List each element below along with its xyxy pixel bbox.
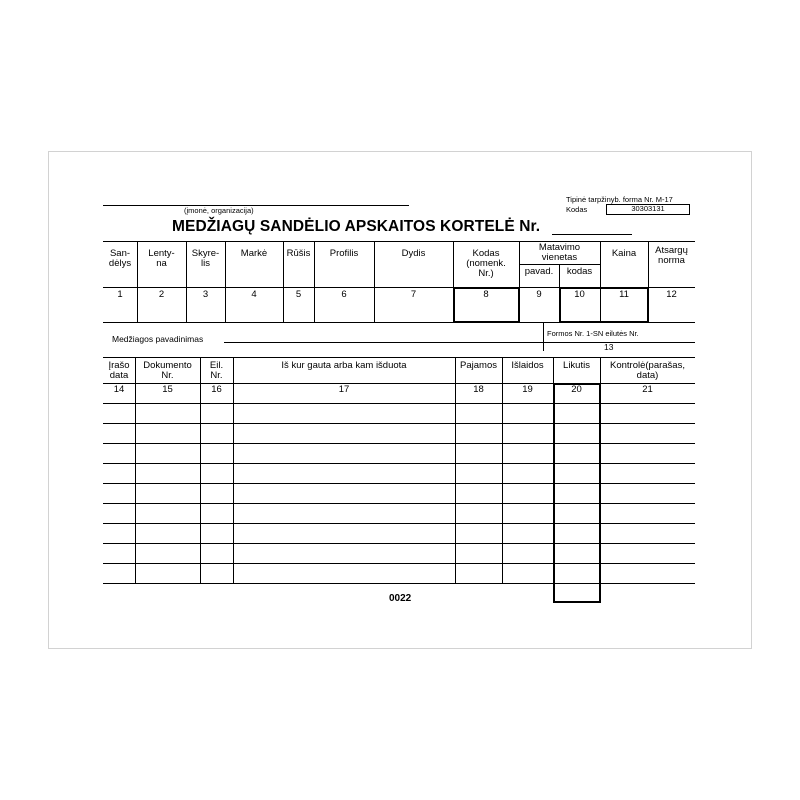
col-num: 8	[483, 289, 489, 300]
top-table-top-border	[103, 241, 695, 242]
col-num: 5	[295, 289, 302, 300]
col-header-entry-date: Įrašo data	[108, 360, 130, 381]
col-num: 14	[113, 384, 125, 395]
col-num: 20	[571, 384, 582, 395]
col-header-price: Kaina	[611, 248, 637, 259]
col-header-source: Iš kur gauta arba kam išduota	[281, 360, 407, 371]
col-header-balance: Likutis	[563, 360, 590, 371]
col-header-profile: Profilis	[329, 248, 359, 259]
table-row-line	[103, 443, 695, 444]
col-header-stock-norm: Atsargų norma	[655, 245, 688, 266]
form-type-label: Tipinė tarpžinyb. forma Nr. M-17	[566, 195, 673, 204]
col-num: 10	[574, 289, 585, 300]
bottom-table-top-border	[103, 357, 695, 358]
col-header-grade: Rūšis	[286, 248, 311, 259]
col-header-section: Skyre- lis	[191, 248, 220, 269]
table-row-line	[103, 503, 695, 504]
col-header-size: Dydis	[401, 248, 426, 259]
col-num: 1	[117, 289, 123, 300]
col-num: 18	[473, 384, 484, 395]
col-header-income: Pajamos	[460, 360, 497, 371]
serial-number: 0022	[389, 593, 412, 604]
col-header-nomenclature-code: Kodas (nomenk. Nr.)	[466, 248, 506, 279]
col-num: 11	[619, 289, 629, 300]
col-num: 2	[158, 289, 165, 300]
col-header-unit-name: pavad.	[524, 266, 554, 277]
col-num: 15	[162, 384, 173, 395]
card-number-line[interactable]	[552, 234, 632, 235]
col-num: 12	[666, 289, 677, 300]
page-title: MEDŽIAGŲ SANDĖLIO APSKAITOS KORTELĖ Nr.	[172, 218, 541, 235]
forms-divider	[543, 322, 544, 351]
bottom-table-header-divider	[103, 383, 695, 384]
table-row-line	[103, 463, 695, 464]
col-header-control: Kontrolė(parašas, data)	[610, 360, 685, 381]
col-num: 6	[341, 289, 347, 300]
col-num: 19	[522, 384, 533, 395]
col-num: 3	[202, 289, 209, 300]
organization-line[interactable]	[103, 205, 409, 206]
col-num: 21	[642, 384, 653, 395]
table-row-line	[103, 543, 695, 544]
code-value: 30303131	[631, 204, 665, 213]
code-label: Kodas	[566, 205, 588, 214]
table-row-line	[103, 483, 695, 484]
col-header-brand: Markė	[240, 248, 268, 259]
col-header-warehouse: San- dėlys	[108, 248, 132, 269]
material-name-line[interactable]	[224, 342, 695, 343]
material-name-label: Medžiagos pavadinimas	[112, 334, 204, 344]
bottom-table-bottom-border	[103, 583, 695, 584]
col-num: 4	[251, 289, 257, 300]
col-header-unit-group: Matavimo vienetas	[538, 242, 581, 263]
col-num: 9	[536, 289, 542, 300]
col-header-unit-code: kodas	[566, 266, 593, 277]
organization-caption: (įmonė, organizacija)	[184, 206, 254, 215]
col-num: 7	[410, 289, 417, 300]
table-row-line	[103, 523, 695, 524]
balance-column[interactable]	[553, 383, 601, 603]
forms-number: 13	[604, 342, 614, 352]
col-num: 16	[211, 384, 222, 395]
col-num: 17	[338, 384, 350, 395]
table-row-line	[103, 563, 695, 564]
forms-label: Formos Nr. 1-SN eilutės Nr.	[547, 329, 639, 338]
table-row-line	[103, 403, 695, 404]
col-header-line-no: Eil. Nr.	[209, 360, 224, 381]
col-header-document-no: Dokumento Nr.	[143, 360, 192, 381]
col-header-shelf: Lenty- na	[148, 248, 175, 269]
col-header-expenses: Išlaidos	[511, 360, 544, 371]
table-row-line	[103, 423, 695, 424]
